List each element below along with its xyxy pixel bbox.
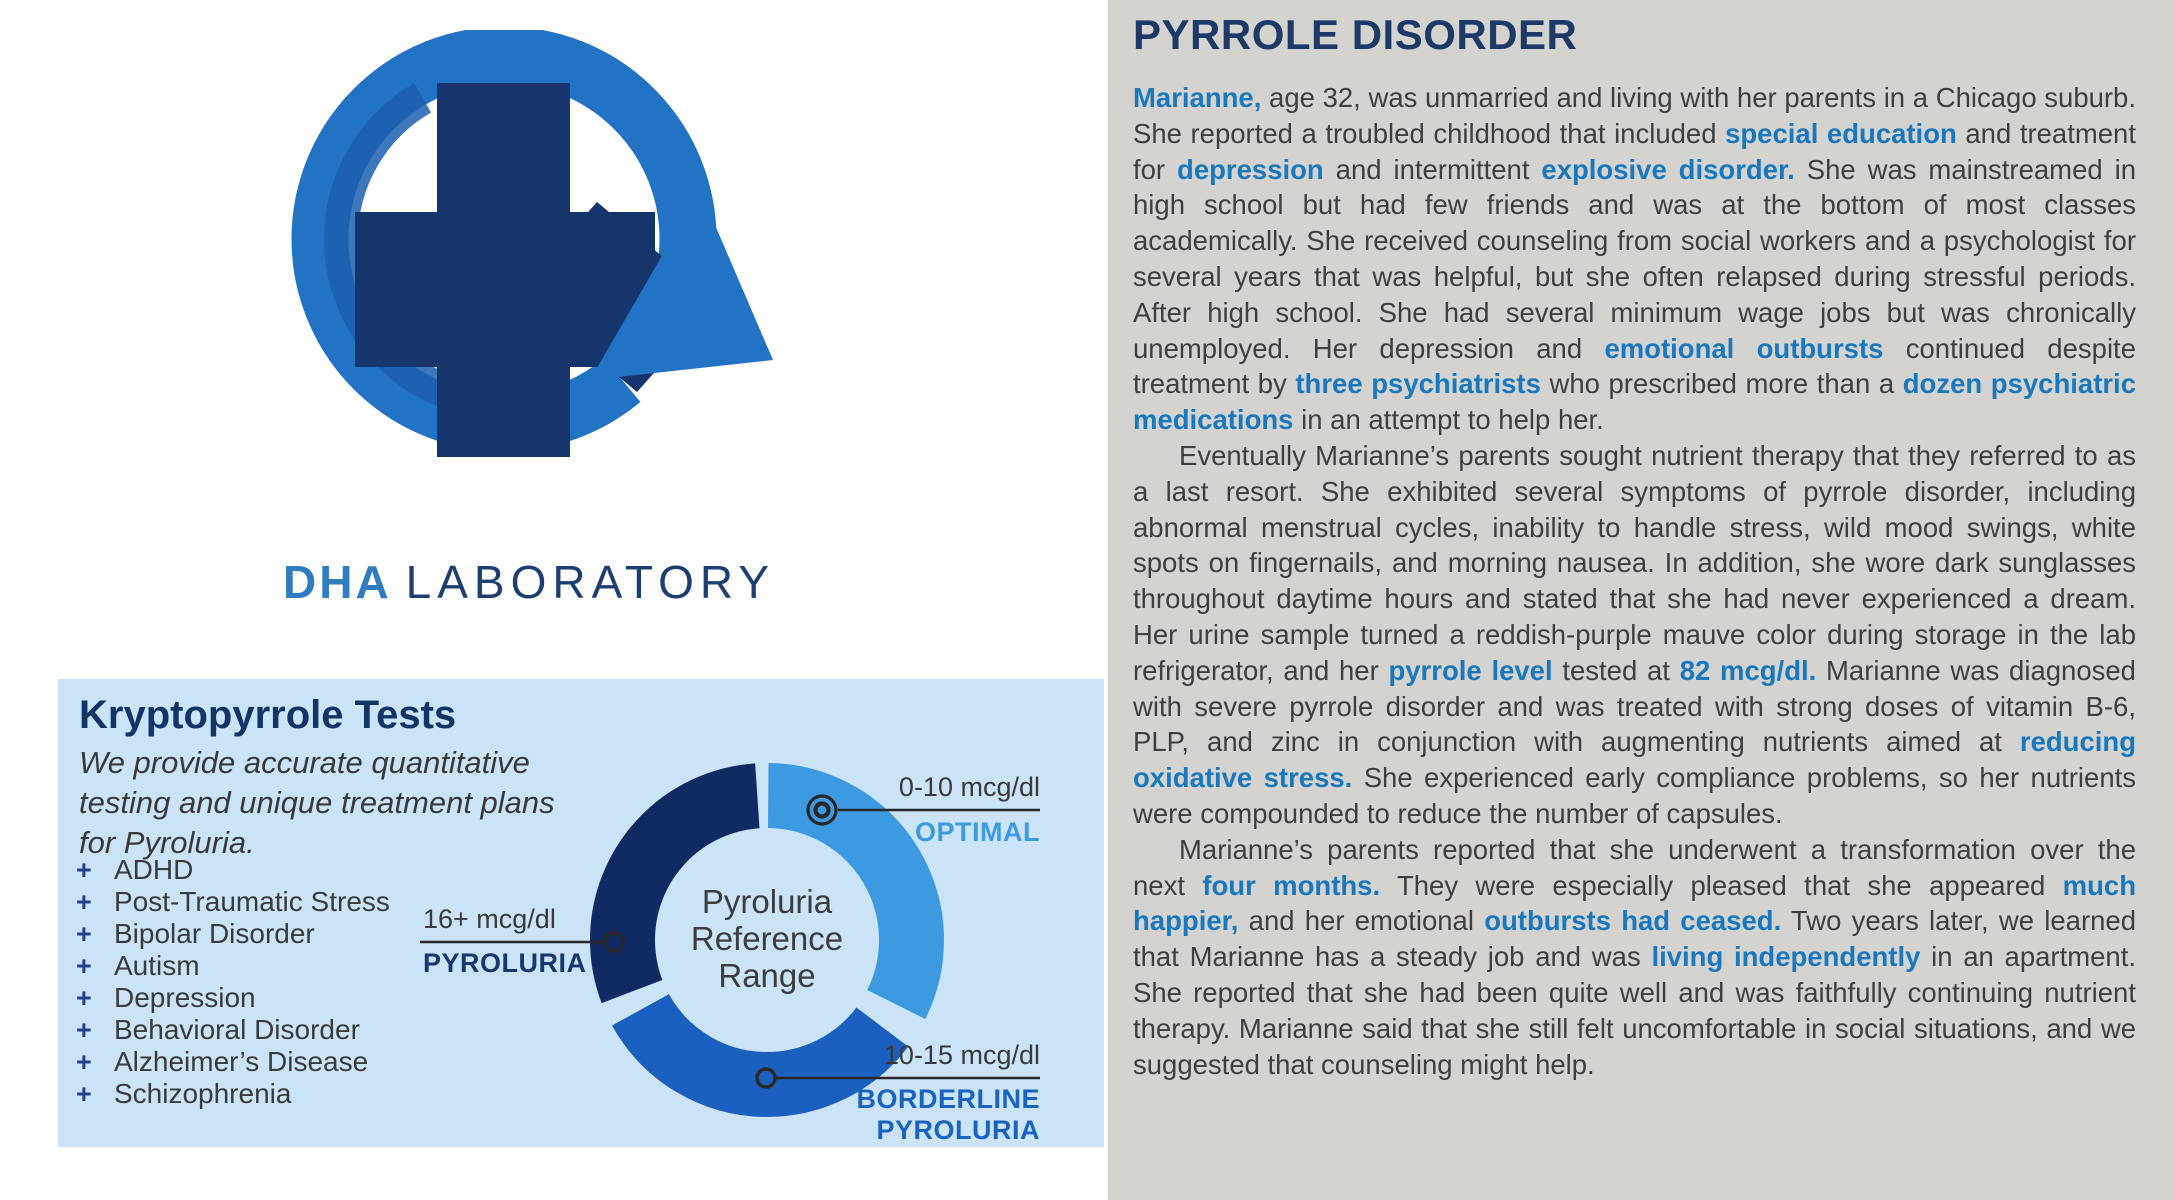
highlighted-phrase: pyrrole level: [1388, 654, 1553, 686]
plus-bullet-icon: +: [76, 887, 92, 917]
body-text: Marianne was diagnosed with severe pyrrole disorder and was treated with strong doses of vitamin B-6, PLP, and zinc in conjunction with augmenting nutrients aimed at: [1133, 654, 2136, 758]
dha-laboratory-logo-icon: [285, 30, 775, 460]
plus-bullet-icon: +: [76, 951, 92, 981]
article-paragraph: [1133, 832, 2136, 1083]
plus-bullet-icon: +: [76, 919, 92, 949]
highlighted-phrase: living independently: [1651, 941, 1921, 973]
plus-bullet-icon: +: [76, 983, 92, 1013]
list-item-label: Alzheimer’s Disease: [114, 1046, 369, 1077]
highlighted-phrase: Marianne,: [1133, 82, 1262, 113]
donut-center-label: [567, 883, 967, 994]
body-text: in an attempt to help her.: [1293, 404, 1604, 436]
description-line: testing and unique treatment plans: [79, 785, 555, 820]
kryptopyrrole-tests-panel: [58, 679, 1104, 1147]
optimal-range-label: 0-10 mcg/dl: [898, 772, 1040, 802]
logo-wordmark: [283, 556, 843, 608]
logo-brand-bold: DHA: [283, 556, 392, 608]
donut-center-line: Reference: [690, 920, 844, 957]
borderline-range-label: 10-15 mcg/dl: [883, 1040, 1040, 1070]
pyroluria-label: PYROLURIA: [423, 948, 587, 978]
highlighted-phrase: outbursts had ceased.: [1484, 905, 1782, 937]
body-text: She was mainstreamed in high school but had few friends and was at the bottom of most classes academically. She received counseling from social workers and a psychologist for several years that was helpful, but she often relapsed during stressful periods. After high school. She had several minimum wage jobs but was chronically unemployed. Her depression and: [1133, 153, 2136, 364]
highlighted-phrase: special education: [1725, 117, 1957, 149]
plus-bullet-icon: +: [76, 1015, 92, 1045]
highlighted-phrase: dozen psychiatric medications: [1133, 368, 2136, 436]
body-text: Marianne’s parents reported that she underwent a transformation over the next: [1133, 833, 2136, 901]
optimal-label: OPTIMAL: [915, 817, 1040, 847]
plus-bullet-icon: +: [76, 1079, 92, 1109]
borderline-label: BORDERLINE: [856, 1084, 1040, 1114]
body-text: and intermittent: [1323, 153, 1542, 185]
body-text: who prescribed more than a: [1540, 368, 1903, 400]
borderline-label-2: PYROLURIA: [876, 1115, 1040, 1145]
body-text: They were especially pleased that she appeared: [1380, 869, 2063, 901]
body-text: and treatment for: [1133, 117, 2136, 185]
donut-center-line: Pyroluria: [701, 883, 833, 920]
description-line: for Pyroluria.: [79, 825, 255, 860]
highlighted-phrase: explosive disorder.: [1541, 153, 1795, 185]
plus-bullet-icon: +: [76, 1047, 92, 1077]
list-item-label: Depression: [114, 982, 256, 1013]
body-text: in an apartment. She reported that she had been quite well and was faithfully continuing nutrient therapy. Marianne said that she still felt uncomfortable in social situations, and we suggested that counseling might help.: [1133, 941, 2137, 1080]
description-line: We provide accurate quantitative: [79, 745, 530, 780]
list-item-label: Autism: [114, 950, 200, 981]
highlighted-phrase: much happier,: [1133, 869, 2136, 937]
body-text: She experienced early compliance problems, so her nutrients were compounded to reduce the number of capsules.: [1133, 762, 2136, 829]
list-item-label: Behavioral Disorder: [114, 1014, 360, 1045]
article-title: PYRROLE DISORDER: [1133, 11, 1578, 58]
body-text: Eventually Marianne’s parents sought nutrient therapy that they referred to as a last resort. She exhibited several symptoms of pyrrole disorder, including abnormal menstrual cycles, inability to handle stress, wild mood swings, white spots on fingernails, and morning nausea. In addition, she wore dark sunglasses throughout daytime hours and stated that she had never experienced a dream. Her urine sample turned a reddish-purple mauve color during storage in the lab refrigerator, and her: [1133, 439, 2136, 686]
list-item-label: Schizophrenia: [114, 1078, 292, 1109]
plus-bullet-icon: +: [76, 855, 92, 885]
logo-brand-light: LABORATORY: [405, 556, 776, 608]
highlighted-phrase: reducing oxidative stress.: [1133, 726, 2136, 794]
pyrrole-disorder-article-panel: [1108, 0, 2174, 1200]
body-text: and her emotional: [1238, 905, 1485, 937]
highlighted-phrase: three psychiatrists: [1295, 368, 1541, 400]
list-item-label: Post-Traumatic Stress: [114, 886, 390, 917]
list-item-label: Bipolar Disorder: [114, 918, 315, 949]
kryptopyrrole-title: Kryptopyrrole Tests: [79, 693, 457, 737]
highlighted-phrase: depression: [1177, 153, 1324, 185]
pyroluria-range-label: 16+ mcg/dl: [423, 904, 556, 934]
article-body: [1133, 80, 2136, 1082]
donut-center-line: Range: [718, 957, 816, 994]
body-text: age 32, was unmarried and living with her parents in a Chicago suburb. She reported a troubled childhood that included: [1133, 82, 2136, 149]
highlighted-phrase: 82 mcg/dl.: [1679, 654, 1817, 686]
highlighted-phrase: emotional outbursts: [1604, 332, 1884, 364]
list-item-label: ADHD: [114, 854, 194, 885]
article-paragraph: [1133, 438, 2136, 832]
body-text: continued despite treatment by: [1133, 332, 2136, 400]
highlighted-phrase: four months.: [1202, 869, 1381, 901]
body-text: Two years later, we learned that Marianne has a steady job and was: [1133, 905, 2136, 973]
body-text: tested at: [1552, 654, 1680, 686]
article-paragraph: [1133, 80, 2136, 438]
